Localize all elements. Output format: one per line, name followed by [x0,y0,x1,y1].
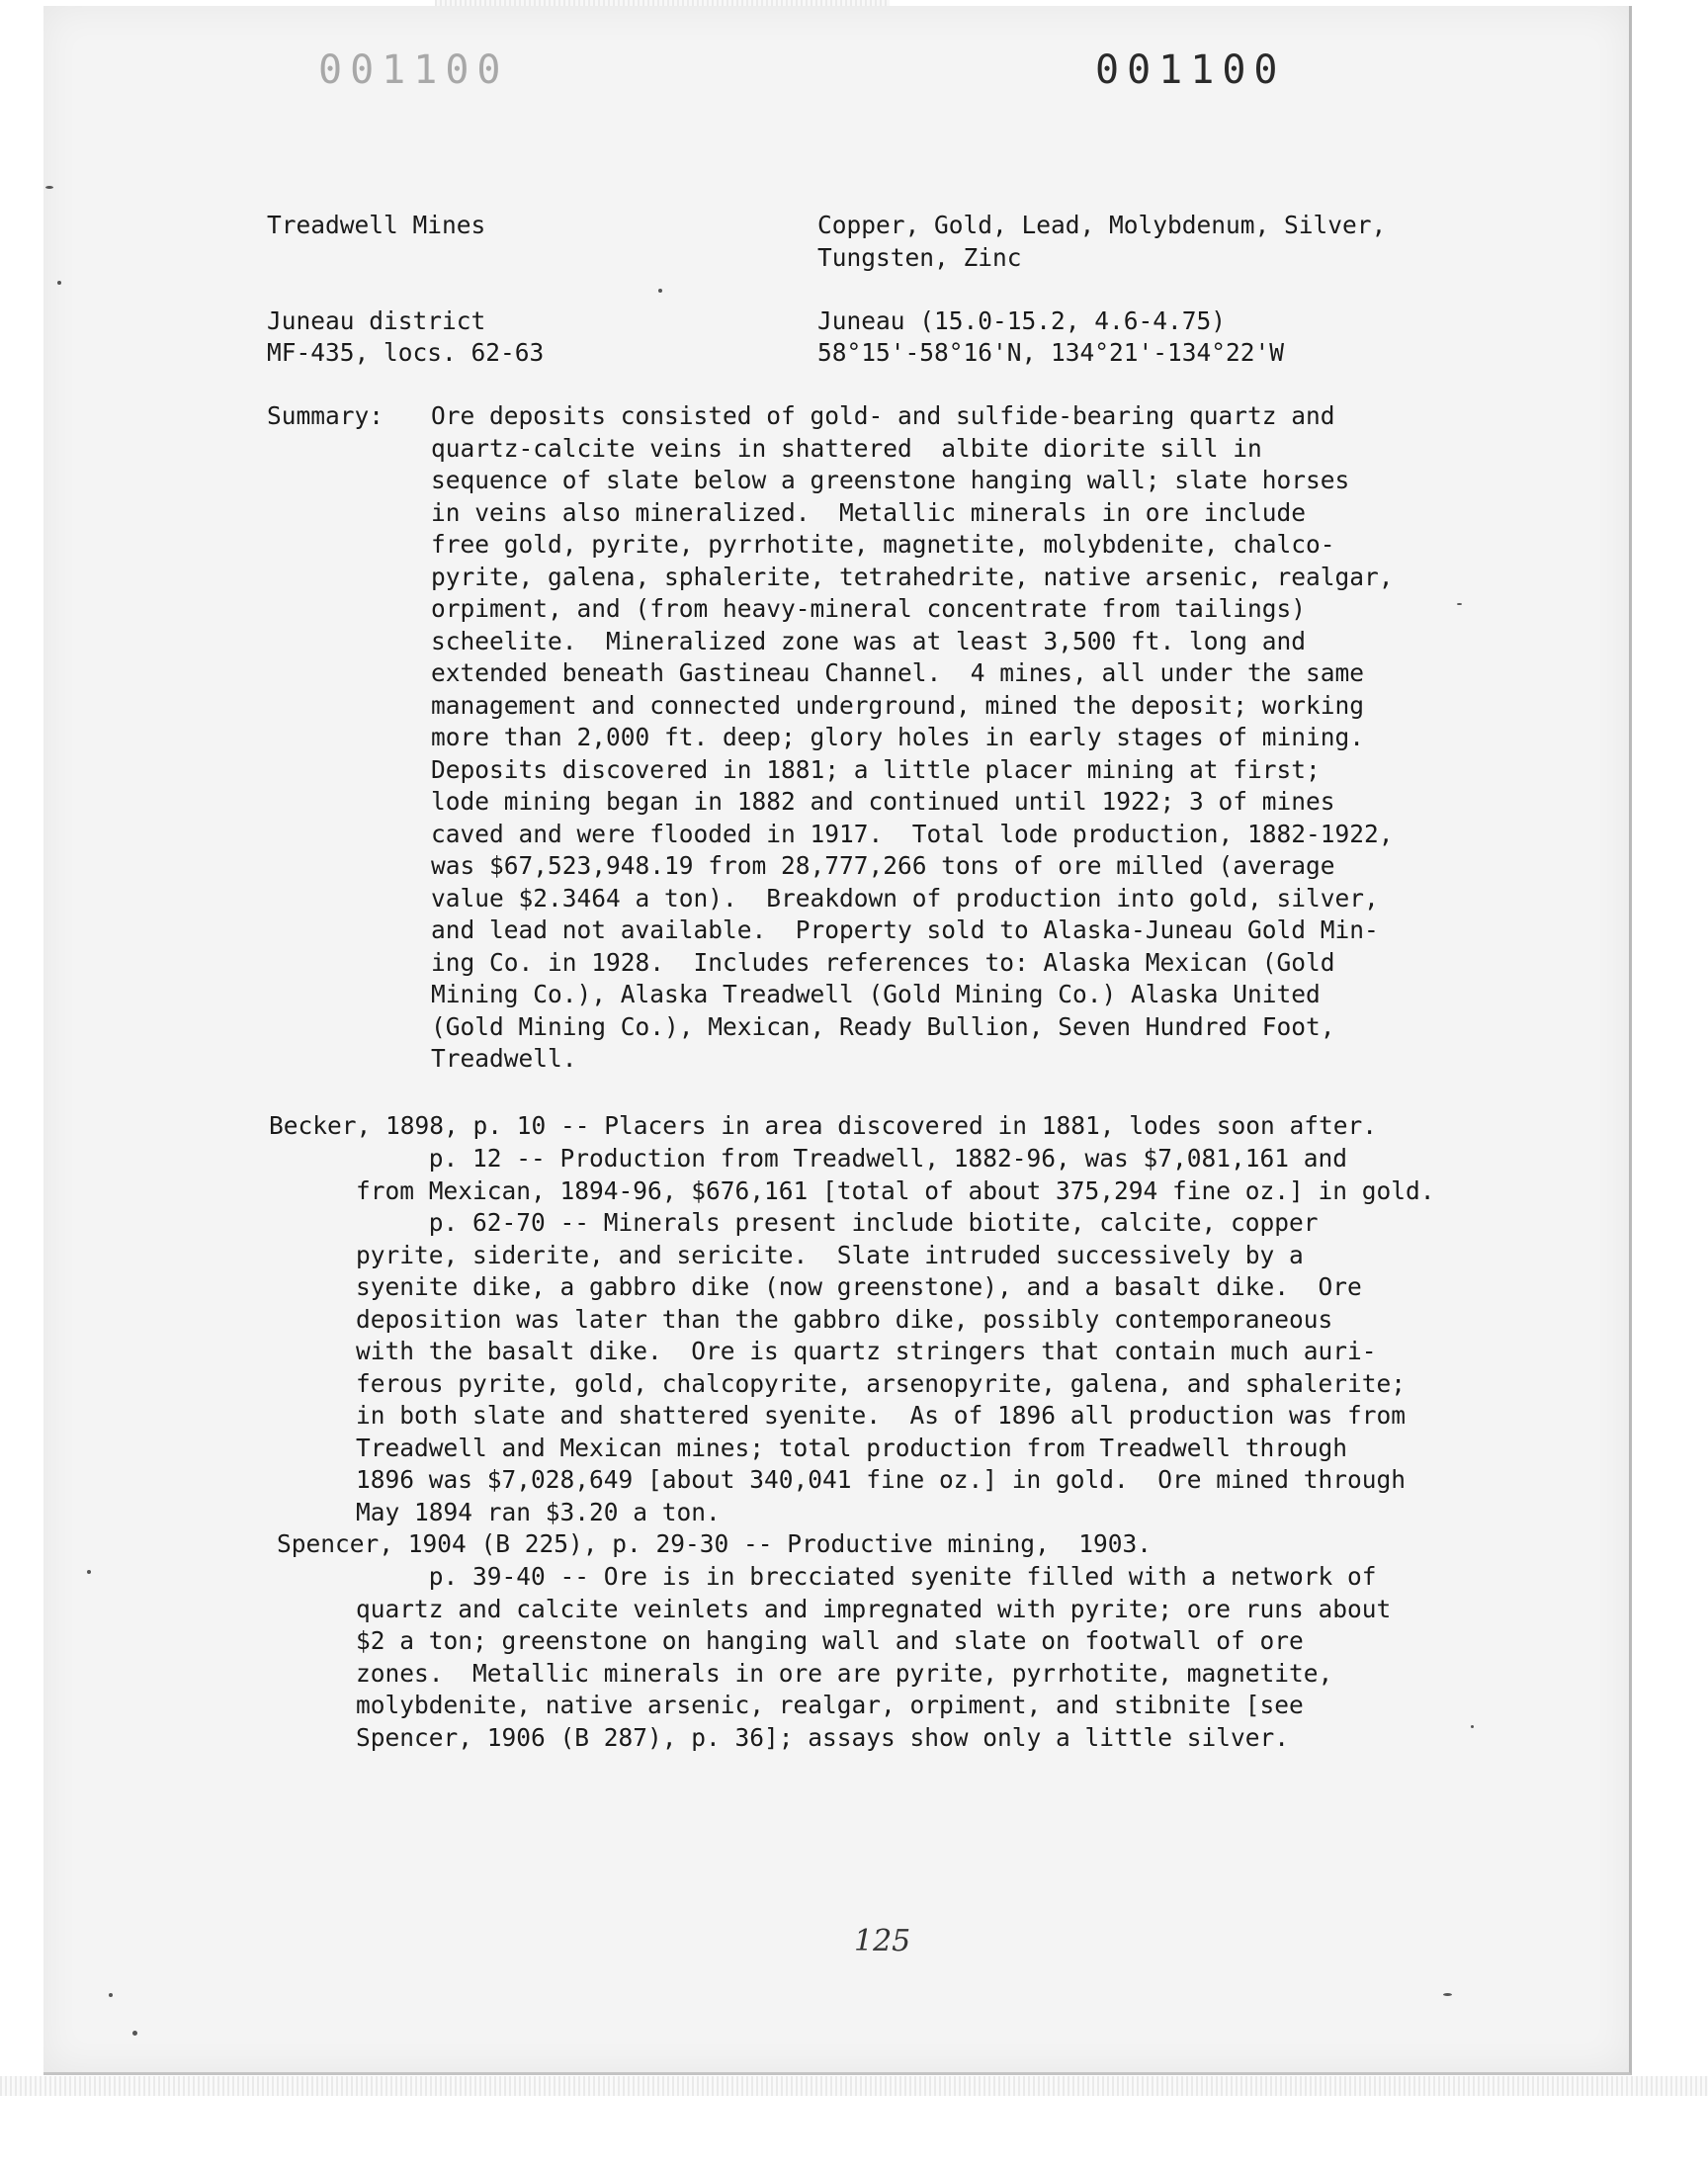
reference-body: p. 12 -- Production from Treadwell, 1882-96, was $7,081,161 and from Mexican, 1894-96, $676,161 [total of about 375,294 fine oz.] in gold. p. 62-70 -- Minerals present include biotite, calcite, copper pyrite, siderite, and sericite. Slate intruded successively by a syenite dike, a gabbro dike (now greenstone), and a basalt dike. Ore deposition was later than the gabbro dike, possibly contemporaneous with the basalt dike. Ore is quartz stringers that contain much auri- ferous pyrite, gold, chalcopyrite, arsenopyrite, galena, and sphalerite; in both slate and shattered syenite. As of 1896 all production was from Treadwell and Mexican mines; total production from Treadwell through 1896 was $7,028,649 [about 340,041 fine oz.] in gold. Ore mined through May 1894 ran $3.20 a ton. [356,1144,1435,1526]
map-reference: MF-435, locs. 62-63 [267,338,545,367]
district: Juneau district [267,306,486,335]
reference-lead: Spencer, 1904 (B 225), p. 29-30 -- Productive mining, 1903. [277,1529,1153,1558]
scan-speck [1457,603,1462,605]
scan-edge-bottom [0,2076,1708,2096]
scan-speck [45,186,53,189]
scan-speck [57,281,61,285]
scan-speck [1443,1993,1452,1996]
reference-lead: Becker, 1898, p. 10 -- Placers in area discovered in 1881, lodes soon after. [269,1111,1378,1140]
bates-stamp: 001100 [1095,47,1286,93]
mine-title: Treadwell Mines [267,211,486,239]
quadrangle: Juneau (15.0-15.2, 4.6-4.75) [817,306,1227,335]
summary-text: Ore deposits consisted of gold- and sulfide-bearing quartz and quartz-calcite veins in shattered albite diorite sill in sequence of slate below a greenstone hanging wall; slate horses in veins also mineralized. Metallic minerals in ore include free gold, pyrite, pyrrhotite, magnetite, molybdenite, chalco- pyrite, galena, sphalerite, tetrahedrite, native arsenic, realgar, orpiment, and (from heavy-mineral concentrate from tailings) scheelite. Mineralized zone was at least 3,500 ft. long and extended beneath Gastineau Channel. 4 mines, all under the same management and connected underground, mined the deposit; working more than 2,000 ft. deep; glory holes in early stages of mining. Deposits discovered in 1881; a little placer mining at first; lode mining began in 1882 and continued until 1922; 3 of mines caved and were flooded in 1917. Total lode production, 1882-1922, was $67,523,948.19 from 28,777,266 tons of ore milled (average value $2.3464 a ton). Breakdown of production into gold, silver, and lead not available. Property sold to Alaska-Juneau Gold Min- ing Co. in 1928. Includes references to: Alaska Mexican (Gold Mining Co.), Alaska Treadwell (Gold Mining Co.) Alaska United (Gold Mining Co.), Mexican, Ready Bullion, Seven Hundred Foot, Treadwell. [431,401,1394,1073]
bates-stamp-faded: 001100 [318,47,509,93]
scan-speck [1471,1725,1474,1728]
scan-speck [658,289,662,293]
scan-speck [132,2031,137,2036]
page-number: 125 [854,1924,911,1958]
commodities: Copper, Gold, Lead, Molybdenum, Silver, Tungsten, Zinc [817,211,1387,272]
scan-speck [109,1993,113,1997]
coordinates: 58°15'-58°16'N, 134°21'-134°22'W [817,338,1285,367]
reference-body: p. 39-40 -- Ore is in brecciated syenite filled with a network of quartz and calcite veinlets and impregnated with pyrite; ore runs about $2 a ton; greenstone on hanging wall and slate on footwall of ore zones. Metallic minerals in ore are pyrite, pyrrhotite, magnetite, molybdenite, native arsenic, realgar, orpiment, and stibnite [see Spencer, 1906 (B 287), p. 36]; assays show only a little silver. [356,1562,1392,1752]
summary-label: Summary: [267,401,384,430]
scan-speck [87,1570,91,1574]
